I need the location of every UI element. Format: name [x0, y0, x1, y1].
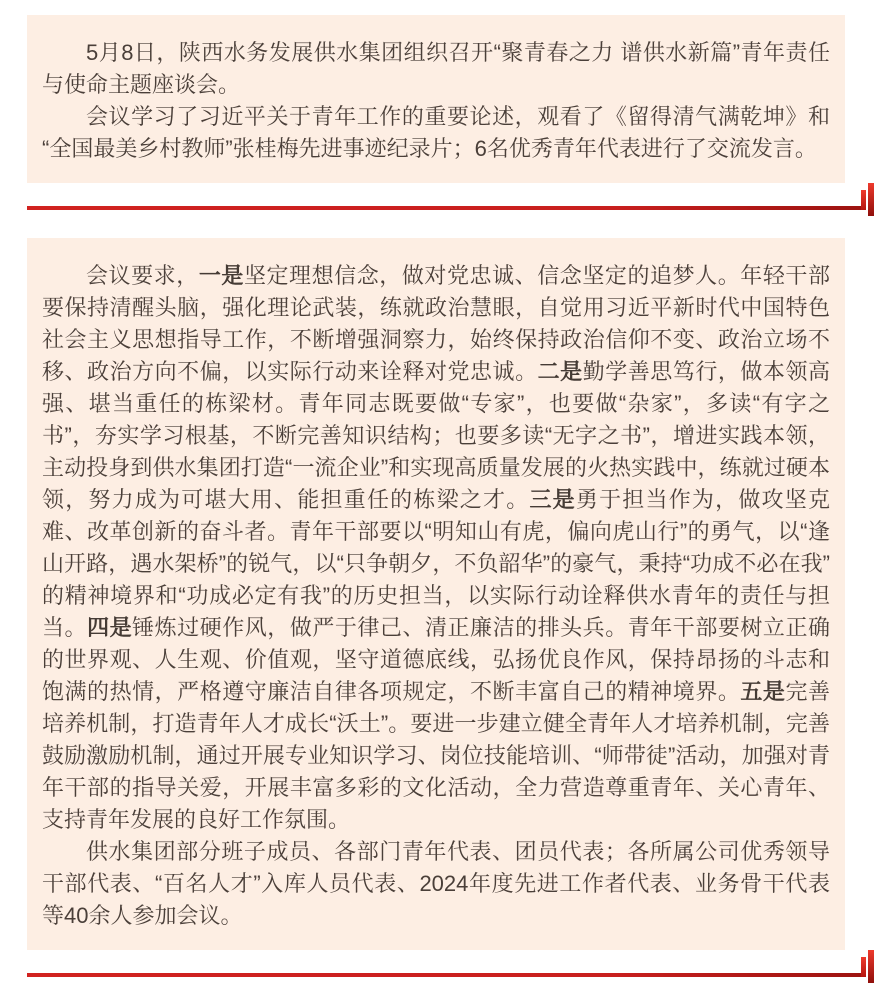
body-text: 勤学善思笃行，做本领高强、堪当重任的栋梁材。青年同志既要做“专家”，也要做“杂家”，多读“有字之书”，夯实学习根基，不断完善知识结构；也要多读“无字之书”，增进实践本领，主动投身到供水集团打造“一流企业”和实现高质量发展的火热实践中，练就过硬本领，努力成为可堪大用、能担重任的栋梁之才。 [42, 359, 830, 512]
emphasis-text: 三是 [529, 487, 576, 512]
body-text: 锤炼过硬作风，做严于律己、清正廉洁的排头兵。青年干部要树立正确的世界观、人生观、价值观，坚守道德底线，弘扬优良作风，保持昂扬的斗志和饱满的热情，严格遵守廉洁自律各项规定，不断丰富自己的精神境界。 [42, 615, 830, 704]
emphasis-text: 一是 [198, 263, 244, 288]
emphasis-text: 二是 [537, 359, 583, 384]
body-text: 勇于担当作为，做攻坚克难、改革创新的奋斗者。青年干部要以“明知山有虎，偏向虎山行”的勇气，以“逢山开路，遇水架桥”的锐气，以“只争朝夕，不负韶华”的豪气，秉持“功成不必在我”的精神境界和“功成必定有我”的历史担当，以实际行动诠释供水青年的责任与担当。 [42, 487, 830, 640]
paragraph [42, 101, 830, 165]
body-text: 完善培养机制，打造青年人才成长“沃土”。要进一步建立健全青年人才培养机制，完善鼓励激励机制，通过开展专业知识学习、岗位技能培训、“师带徒”活动，加强对青年干部的指导关爱，开展丰富多彩的文化活动，全力营造尊重青年、关心青年、支持青年发展的良好工作氛围。 [42, 679, 830, 832]
red-rule-line [27, 973, 866, 977]
accent-bar-short [861, 957, 866, 977]
paragraph [42, 260, 830, 836]
body-text: 会议学习了习近平关于青年工作的重要论述，观看了《留得清气满乾坤》和“全国最美乡村教师”张桂梅先进事迹纪录片；6名优秀青年代表进行了交流发言。 [42, 104, 830, 161]
body-text: 坚定理想信念，做对党忠诚、信念坚定的追梦人。年轻干部要保持清醒头脑，强化理论武装，练就政治慧眼，自觉用习近平新时代中国特色社会主义思想指导工作，不断增强洞察力，始终保持政治信仰不变、政治立场不移、政治方向不偏，以实际行动来诠释对党忠诚。 [42, 263, 830, 384]
paragraph [42, 836, 830, 932]
red-rule-line [27, 206, 866, 210]
body-text: 供水集团部分班子成员、各部门青年代表、团员代表；各所属公司优秀领导干部代表、“百名人才”入库人员代表、2024年度先进工作者代表、业务骨干代表等40余人参加会议。 [42, 839, 830, 928]
emphasis-text: 五是 [740, 679, 786, 704]
body-text: 会议要求， [86, 263, 199, 288]
section-divider [0, 193, 891, 219]
body-text: 5月8日，陕西水务发展供水集团组织召开“聚青春之力 谱供水新篇”青年责任与使命主题座谈会。 [42, 40, 830, 97]
body-panel [27, 238, 845, 950]
accent-bar-tall [868, 183, 874, 216]
accent-bar-short [861, 190, 866, 210]
paragraph [42, 37, 830, 101]
intro-panel [27, 15, 845, 183]
accent-bar-tall [868, 950, 874, 983]
emphasis-text: 四是 [87, 615, 133, 640]
section-divider [0, 960, 891, 986]
